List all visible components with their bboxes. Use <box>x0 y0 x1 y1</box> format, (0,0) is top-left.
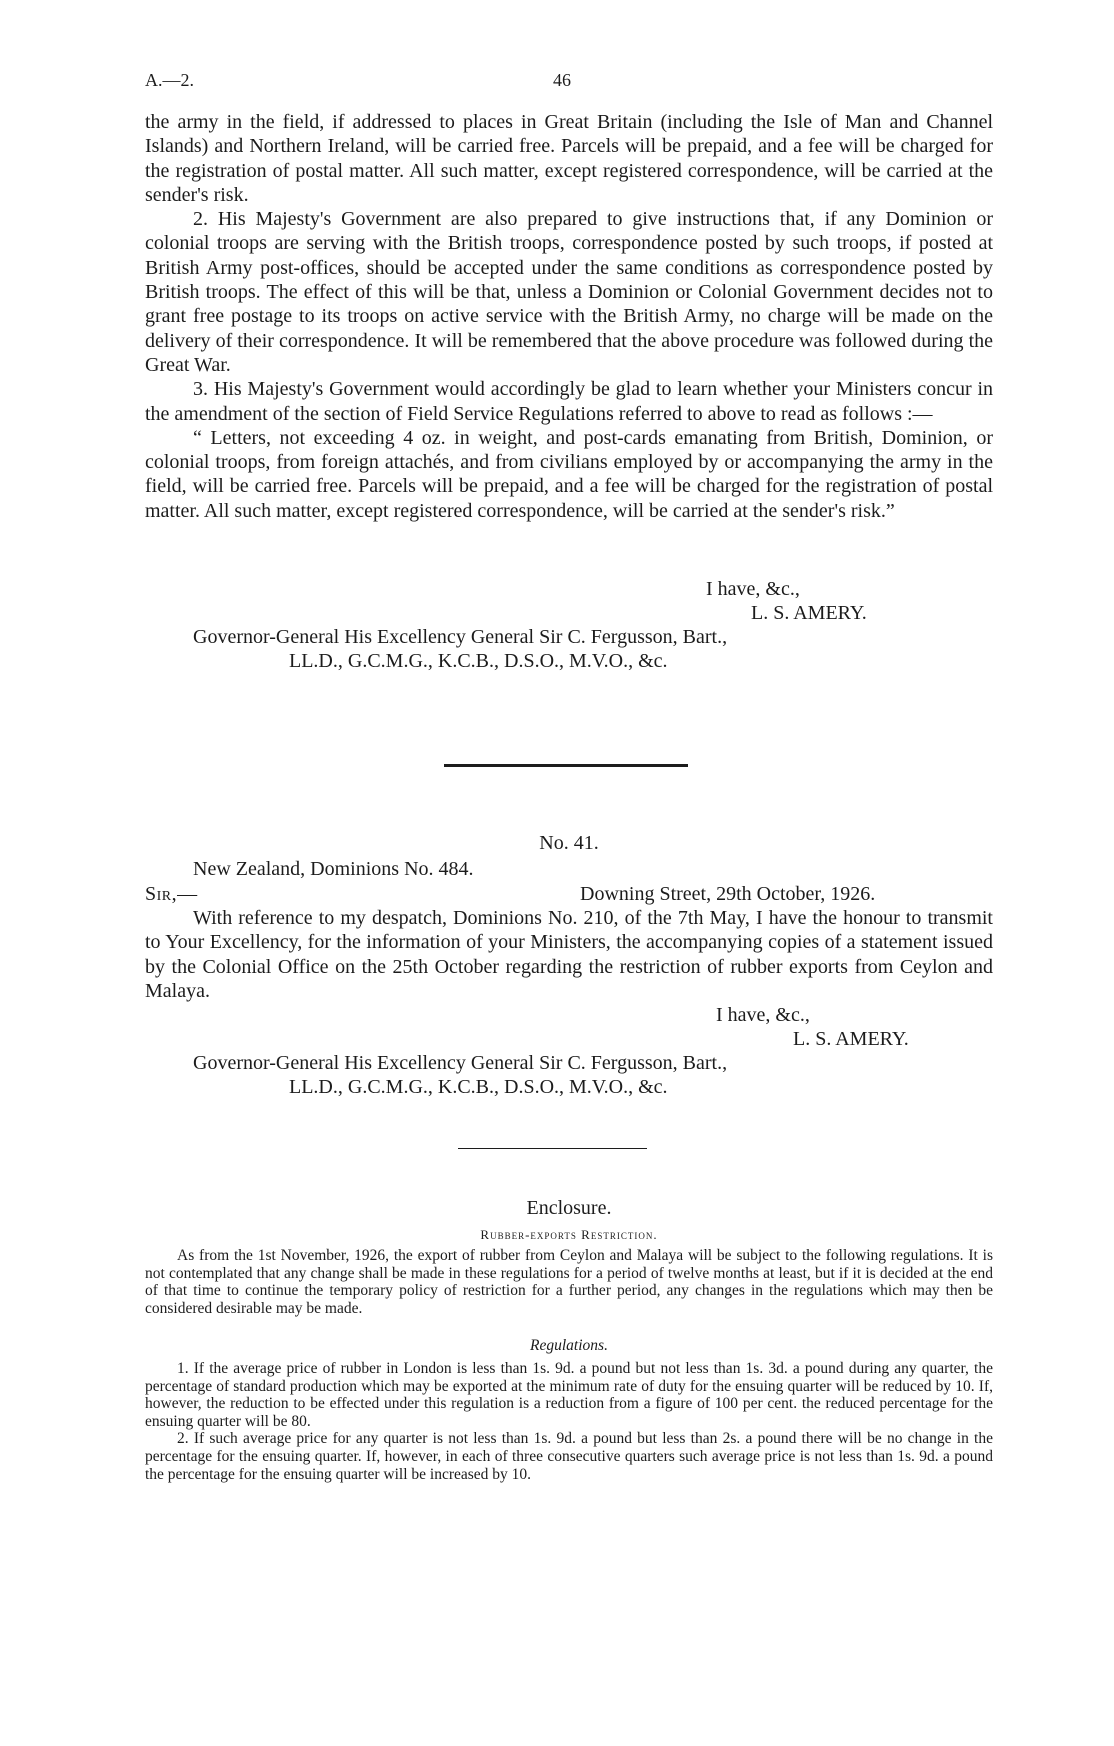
despatch-reference: New Zealand, Dominions No. 484. <box>193 858 474 880</box>
salutation: Sir,— <box>145 883 198 905</box>
despatch-41-paragraph: With reference to my despatch, Dominions No. 210, of the 7th May, I have the honour to transmit to Your Excellency, for the information of your Ministers, the accompanying copies of a statement issued by the Colonial Office on the 25th October regarding the restriction of rubber exports from Ceylon and Malaya. <box>145 907 993 1002</box>
regulations-list <box>145 1360 993 1483</box>
paragraph-3: 3. His Majesty's Government would accordingly be glad to learn whether your Ministers concur in the amendment of the section of Field Service Regulations referred to above to read as follows :— <box>145 378 993 425</box>
addressee-line-1: Governor-General His Excellency General Sir C. Fergusson, Bart., <box>193 626 728 648</box>
paragraph-2: 2. His Majesty's Government are also prepared to give instructions that, if any Dominion or colonial troops are serving with the British troops, correspondence posted by such troops, if posted at British Army post-offices, should be accepted under the same conditions as correspondence posted by British troops. The effect of this will be that, unless a Dominion or Colonial Government decides not to grant free postage to its troops on active service with the British Army, no charge will be made on the delivery of their correspondence. It will be remembered that the above procedure was followed during the Great War. <box>145 208 993 376</box>
page-number: 46 <box>553 70 571 90</box>
signature: L. S. AMERY. <box>751 602 867 624</box>
despatch-number: No. 41. <box>539 832 599 854</box>
addressee-line-2: LL.D., G.C.M.G., K.C.B., D.S.O., M.V.O., &c. <box>289 650 668 672</box>
enclosure-title: Enclosure. <box>526 1197 612 1219</box>
signature: L. S. AMERY. <box>793 1028 909 1050</box>
despatch-41-body <box>145 906 993 1003</box>
paragraph-1: the army in the field, if addressed to places in Great Britain (including the Isle of Man and Channel Islands) and Northern Ireland, will be carried free. Parcels will be prepaid, and a fee will be charged for the registration of postal matter. All such matter, except registered correspondence, will be carried at the sender's risk. <box>145 111 993 206</box>
section-divider-thin <box>458 1148 647 1149</box>
intro-paragraph: As from the 1st November, 1926, the export of rubber from Ceylon and Malaya will be subject to the following regulations. It is not contemplated that any change shall be made in these regulations for a period of twelve months at least, but if it is decided at the end of that time to continue the temporary policy of restriction for a further period, any changes in the regulations which may then be considered desirable may be made. <box>145 1247 993 1317</box>
quoted-regulation: “ Letters, not exceeding 4 oz. in weight, and post-cards emanating from British, Dominion, or colonial troops, from foreign attachés, and from civilians employed by or accompanying the army in the field, will be carried free. Parcels will be prepaid, and a fee will be charged for the registration of postal matter. All such matter, except registered correspondence, will be carried at the sender's risk.” <box>145 426 993 522</box>
section-divider-thick <box>444 764 688 767</box>
enclosure-subtitle: Rubber-exports Restriction. <box>480 1227 658 1242</box>
regulation-1: 1. If the average price of rubber in London is less than 1s. 9d. a pound but not less than 1s. 3d. a pound during any quarter, the percentage of standard production which may be exported at the minimum rate of duty for the ensuing quarter will be reduced by 10. If, however, the reduction to be effected under this regulation is a reduction from a figure of 100 per cent. the reduced percentage for the ensuing quarter will be 80. <box>145 1360 993 1430</box>
closing-formula: I have, &c., <box>706 578 800 600</box>
page-header <box>145 70 995 96</box>
regulations-heading: Regulations. <box>530 1337 608 1354</box>
closing-formula: I have, &c., <box>716 1004 810 1026</box>
location-date: Downing Street, 29th October, 1926. <box>580 883 876 905</box>
document-reference: A.—2. <box>145 70 194 90</box>
despatch-40-body <box>145 110 993 523</box>
regulation-2: 2. If such average price for any quarter is not less than 1s. 9d. a pound but less than 2s. a pound there will be no change in the percentage for the ensuing quarter. If, however, in each of three consecutive quarters such average price is not less than 1s. 9d. a pound the percentage for the ensuing quarter will be increased by 10. <box>145 1430 993 1483</box>
addressee-line-1: Governor-General His Excellency General Sir C. Fergusson, Bart., <box>193 1052 728 1074</box>
addressee-line-2: LL.D., G.C.M.G., K.C.B., D.S.O., M.V.O., &c. <box>289 1076 668 1098</box>
enclosure-intro <box>145 1247 993 1317</box>
